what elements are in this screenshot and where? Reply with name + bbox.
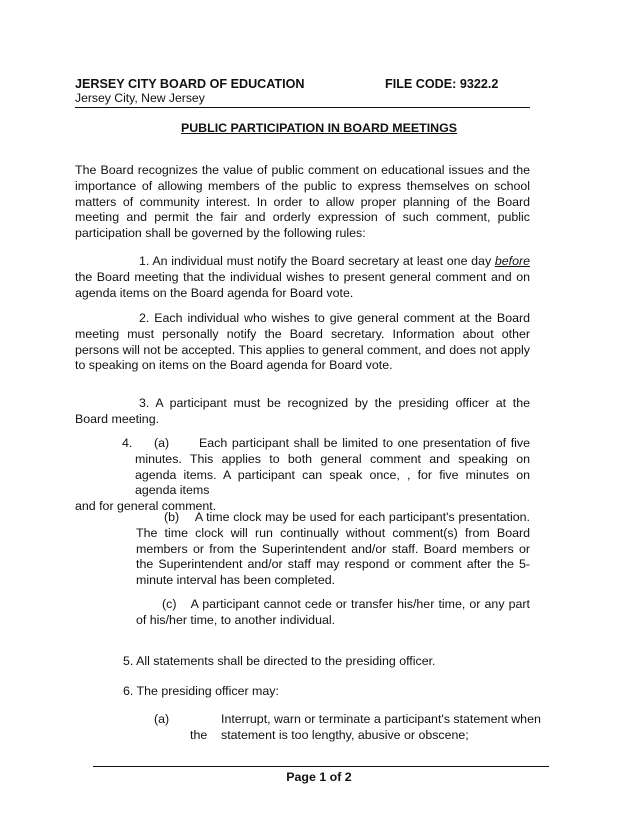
organization-location: Jersey City, New Jersey [75,91,205,105]
rule-4b-text: A time clock may be used for each participant's presentation. The time clock will run continually without comment(s) from Board members or from the Superintendent and/or staff. Board members or the Superintendent and/or staff may respond or comment after the 5-minute interval has been completed. [136,510,530,588]
rule-4a-label: (a) [154,436,170,450]
rule-3-number: 3. [139,396,150,410]
rule-4b [136,510,530,589]
rule-4-number: 4. [122,436,133,450]
rule-1-text-a: An individual must notify the Board secretary at least one day [152,254,492,268]
intro-paragraph: The Board recognizes the value of public comment on educational issues and the importance of allowing members of the public to express themselves on school matters of community interest. In order to allow proper planning of the Board meeting and permit the fair and orderly expression of such comment, public participation shall be governed by the following rules: [75,163,530,241]
rule-6a-label: (a) [154,712,170,726]
rule-4a-text: Each participant shall be limited to one presentation of five minutes. This applies to both general comment and speaking on agenda items. A participant can speak once, , for five minutes on agenda items [135,436,530,498]
rule-4c-label: (c) [162,597,177,611]
organization-name: JERSEY CITY BOARD OF EDUCATION [75,77,305,91]
rule-4c [136,597,530,629]
page-number: Page 1 of 2 [286,770,352,784]
file-code: FILE CODE: 9322.2 [385,77,499,91]
footer-divider [93,766,549,767]
rule-1 [75,254,530,301]
rule-4b-label: (b) [164,510,180,524]
rule-4a-tail: and for general comment. [75,499,217,514]
rule-4c-text: A participant cannot cede or transfer his/her time, or any part of his/her time, to another individual. [136,597,530,627]
rule-1-text-b: the Board meeting that the individual wishes to present general comment and on agenda items on the Board agenda for Board vote. [75,269,530,300]
rule-6a-the: the [190,728,208,742]
header-divider [75,107,530,108]
rule-6a-text-2: statement is too lengthy, abusive or obscene; [221,728,469,742]
rule-6a [154,712,541,744]
rule-4a [75,436,530,515]
document-title: PUBLIC PARTICIPATION IN BOARD MEETINGS [180,121,458,135]
rule-1-number: 1. [139,254,150,268]
rule-6: 6. The presiding officer may: [123,684,279,698]
rule-2-text: Each individual who wishes to give general comment at the Board meeting must personally notify the Board secretary. Information about other persons will not be accepted. This applies to general comment, and does not apply to speaking on items on the Board agenda for Board vote. [75,311,530,373]
rule-1-emphasis: before [494,254,530,268]
rule-3-text: A participant must be recognized by the presiding officer at the Board meeting. [75,396,530,426]
rule-2 [75,311,530,374]
rule-5: 5. All statements shall be directed to the presiding officer. [123,654,436,668]
rule-2-number: 2. [139,311,150,325]
rule-3 [75,396,530,428]
rule-6a-text-1: Interrupt, warn or terminate a participant's statement when [221,712,541,726]
